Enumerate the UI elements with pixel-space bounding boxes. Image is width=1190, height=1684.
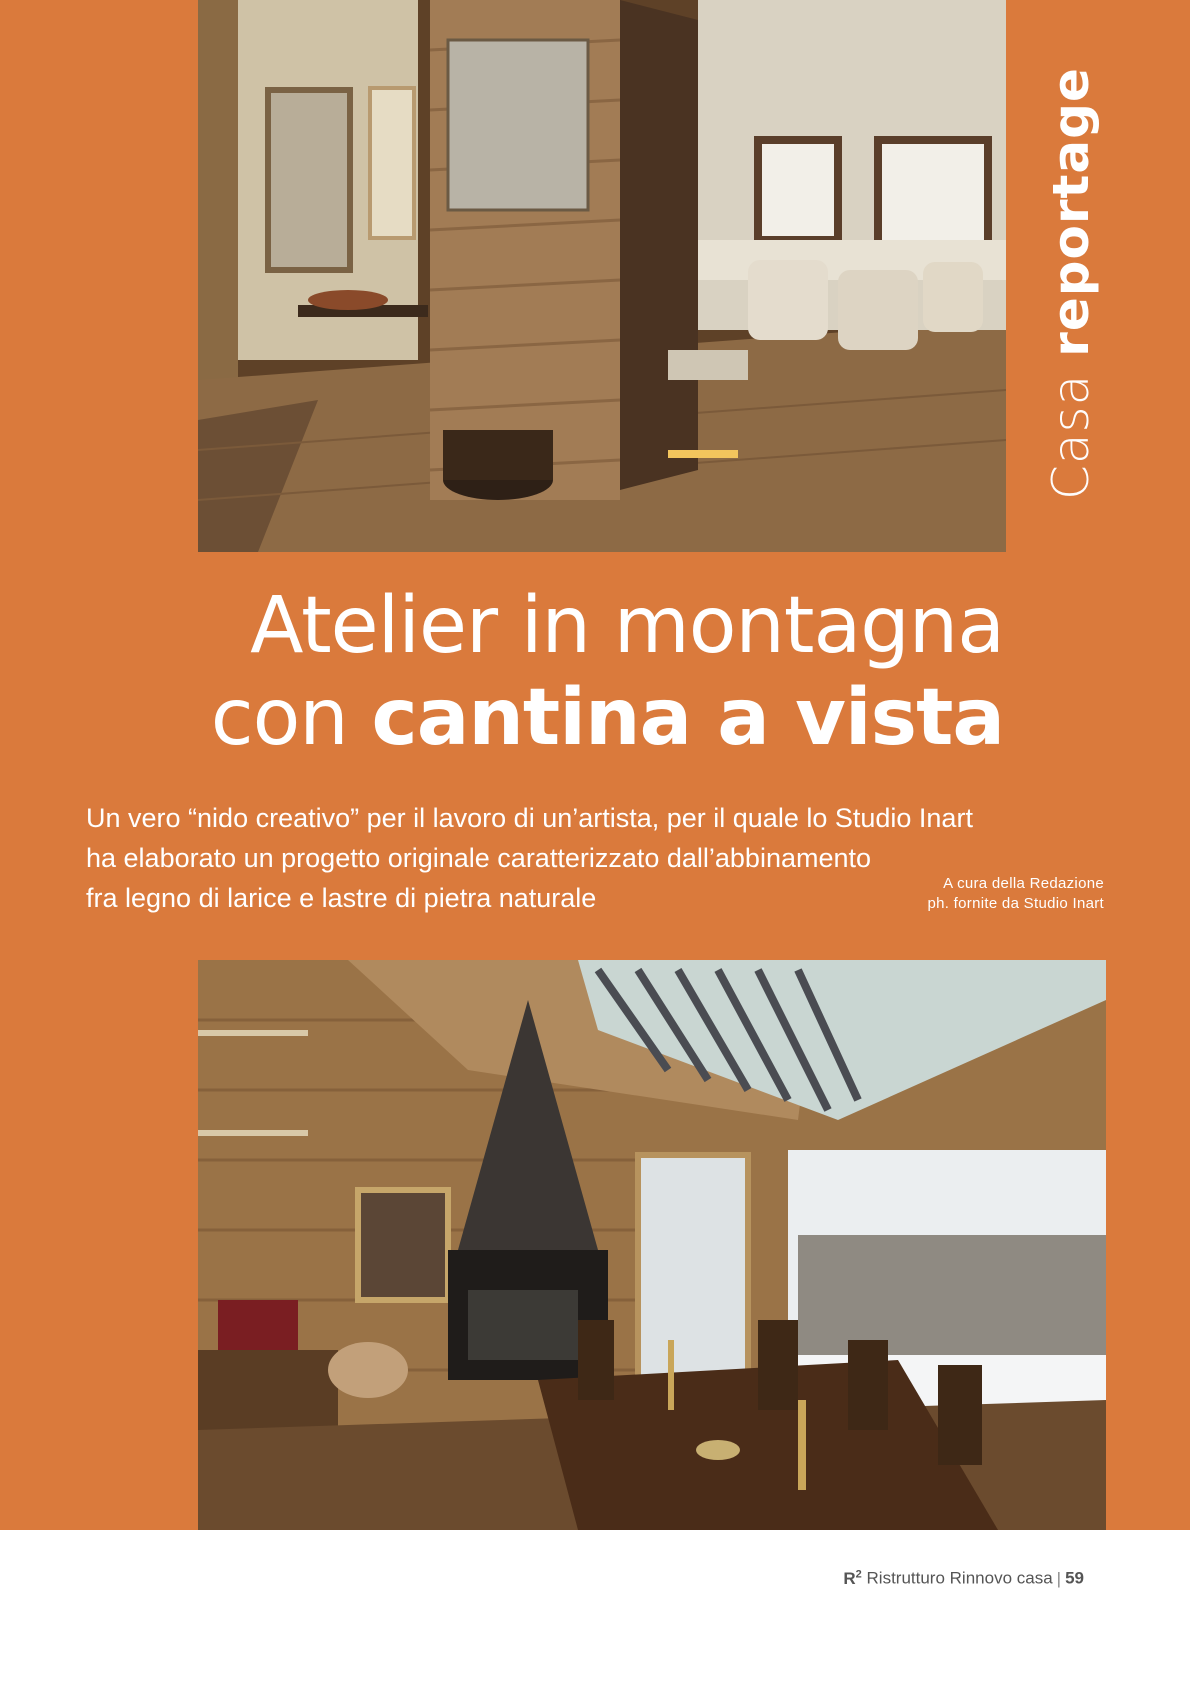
page-footer <box>843 1568 1084 1589</box>
headline-line-2-light: con <box>210 673 372 763</box>
headline-line-2-bold: cantina a vista <box>371 673 1004 763</box>
dining-room-photo <box>198 960 1106 1530</box>
magazine-logo-letter: R <box>843 1568 856 1588</box>
headline-line-1: Atelier in montagna <box>250 581 1004 671</box>
headline <box>104 580 1004 764</box>
section-label-light: Casa <box>1042 373 1100 500</box>
magazine-name: Ristrutturo Rinnovo casa <box>866 1568 1053 1588</box>
subtitle <box>86 798 976 918</box>
credits-photos: ph. fornite da Studio Inart <box>927 895 1104 912</box>
magazine-logo-sup: 2 <box>855 1568 862 1580</box>
footer-separator: | <box>1056 1568 1062 1588</box>
subtitle-line-3: fra legno di larice e lastre di pietra naturale <box>86 883 597 913</box>
magazine-logo <box>843 1569 861 1588</box>
credits-editor: A cura della Redazione <box>943 875 1104 892</box>
section-label <box>1042 67 1100 500</box>
page-number: 59 <box>1065 1568 1084 1588</box>
photo-credits <box>927 874 1104 914</box>
headline-line-2 <box>104 672 1004 764</box>
subtitle-line-2: ha elaborato un progetto originale caratterizzato dall’abbinamento <box>86 843 872 873</box>
living-room-photo <box>198 0 1006 552</box>
subtitle-line-1: Un vero “nido creativo” per il lavoro di un’artista, per il quale lo Studio Inart <box>86 803 973 833</box>
section-label-bold: reportage <box>1042 67 1100 357</box>
